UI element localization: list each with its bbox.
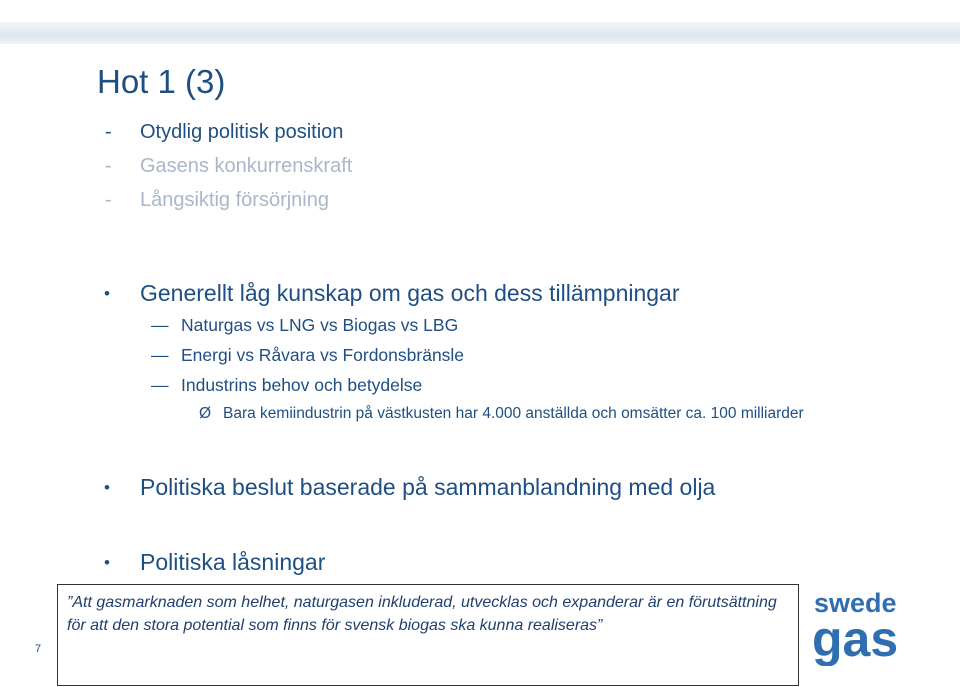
dash-marker: - <box>105 121 112 143</box>
sub-item-3 <box>151 373 422 397</box>
sub-item-1 <box>151 313 458 337</box>
bullet-marker: • <box>104 478 110 497</box>
bullet-marker: • <box>104 553 110 572</box>
bullet-item-text: Politiska låsningar <box>140 549 326 575</box>
logo-text-swede: swede <box>814 588 897 618</box>
sub-item-text: Naturgas vs LNG vs Biogas vs LBG <box>181 315 459 335</box>
sub-item-2 <box>151 343 464 367</box>
quote-text: ”Att gasmarknaden som helhet, naturgasen inkluderad, utvecklas och expanderar är en förutsättning för att den stora potential som finns för svensk biogas ska kunna realiseras” <box>67 594 777 634</box>
subsub-item-text: Bara kemiindustrin på västkusten har 4.000 anställda och omsätter ca. 100 milliarder <box>223 405 804 422</box>
slide-number: 7 <box>35 643 42 655</box>
quote-box <box>57 584 799 686</box>
dash-marker: - <box>105 155 112 177</box>
subsub-item <box>199 403 804 425</box>
header-gradient-bar <box>0 22 960 44</box>
dash-item-2 <box>105 153 352 179</box>
sub-marker: — <box>151 375 169 395</box>
dash-item-text: Otydlig politisk position <box>140 121 344 143</box>
sub-marker: — <box>151 345 169 365</box>
dash-marker: - <box>105 189 112 211</box>
dash-item-text: Långsiktig försörjning <box>140 189 329 211</box>
sub-item-text: Energi vs Råvara vs Fordonsbränsle <box>181 345 465 365</box>
bullet-marker: • <box>104 284 110 303</box>
bullet-item-3 <box>104 547 325 578</box>
swedegas-logo <box>812 588 922 666</box>
slide-title: Hot 1 (3) <box>97 63 226 100</box>
bullet-item-2 <box>104 472 715 503</box>
sub-item-text: Industrins behov och betydelse <box>181 375 423 395</box>
bullet-item-text: Politiska beslut baserade på sammanblandning med olja <box>140 474 716 500</box>
logo-text-gas: gas <box>812 611 899 666</box>
dash-item-text: Gasens konkurrenskraft <box>140 155 353 177</box>
dash-item-1 <box>105 119 343 145</box>
arrow-bullet-marker: Ø <box>199 405 212 422</box>
bullet-item-1 <box>104 278 680 309</box>
bullet-item-text: Generellt låg kunskap om gas och dess tillämpningar <box>140 280 680 306</box>
dash-item-3 <box>105 187 329 213</box>
sub-marker: — <box>151 315 169 335</box>
